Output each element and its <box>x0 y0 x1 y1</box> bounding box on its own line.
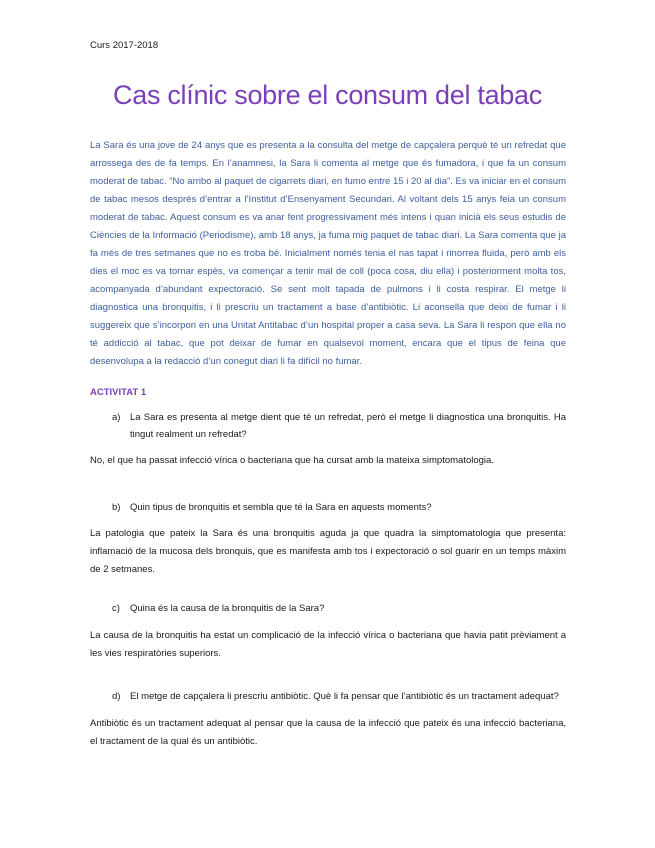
question-text: Quina és la causa de la bronquitis de la Sara? <box>130 603 325 614</box>
answer-a: No, el que ha passat infecció vírica o bacteriana que ha cursat amb la mateixa simptomatologia. <box>90 455 494 466</box>
question-text: Quin tipus de bronquitis et sembla que té la Sara en aquests moments? <box>130 502 432 513</box>
question-d <box>90 688 566 705</box>
case-intro-paragraph: La Sara és una jove de 24 anys que es presenta a la consulta del metge de capçalera perquè té un refredat que arrossega des de fa temps. En l’anamnesi, la Sara li comenta al metge que és fumadora, i que fa un consum moderat de tabac. “No arribo al paquet de cigarrets diari, en fumo entre 15 i 20 al dia”. Es va iniciar en el consum de tabac mesos després d’entrar a l’Institut d’Ensenyament Secundari. Al voltant dels 15 anys feia un consum moderat de tabac. Aquest consum es va anar fent progressivament més intens i quan inicià els seus estudis de Ciències de la Informació (Periodisme), amb 18 anys, ja fuma mig paquet de tabac diari. La Sara comenta que ja fa més de tres setmanes que no es troba bé. Inicialment només tenia el nas tapat i rinorrea fluida, però amb els dies el moc es va tornar espès, va començar a tenir mal de coll (poca cosa, diu ella) i posteriorment molta tos, acompanyada d’abundant expectoració. Se sent molt tapada de pulmons i li costa respirar. El metge li diagnostica una bronquitis, i li prescriu un tractament a base d’antibiòtic. Li aconsella que deixi de fumar i li suggereix que s’incorpori en una Unitat Antitabac d’un hospital proper a casa seva. La Sara li respon que ella no té addicció al tabac, que pot deixar de fumar en qualsevol moment, encara que el tipus de feina que desenvolupa a la redacció d’un conegut diari li fa difícil no fumar. <box>90 140 566 367</box>
course-header: Curs 2017-2018 <box>90 40 159 51</box>
question-block-c <box>90 600 566 663</box>
question-letter: a) <box>112 412 121 423</box>
question-block-a <box>90 409 566 469</box>
question-letter: d) <box>112 691 121 702</box>
question-text: La Sara es presenta al metge dient que té un refredat, però el metge li diagnostica una bronquitis. Ha tingut realment un refredat? <box>130 412 566 440</box>
question-letter: c) <box>112 603 120 614</box>
question-a <box>90 409 566 443</box>
question-letter: b) <box>112 502 121 513</box>
question-text: El metge de capçalera li prescriu antibiòtic. Què li fa pensar que l’antibiòtic és un tractament adequat? <box>130 691 559 702</box>
answer-b: La patologia que pateix la Sara és una bronquitis aguda ja que quadra la simptomatologia que presenta: inflamació de la mucosa dels bronquis, que es manifesta amb tos i expectoració o sol guarir en un temps màxim de 2 setmanes. <box>90 528 566 575</box>
activity-heading: ACTIVITAT 1 <box>90 387 147 398</box>
document-title: Cas clínic sobre el consum del tabac <box>113 80 542 110</box>
question-b <box>90 499 566 516</box>
answer-d: Antibiòtic és un tractament adequat al pensar que la causa de la infecció que pateix és una infecció bacteriana, el tractament de la qual és un antibiòtic. <box>90 718 566 747</box>
question-c <box>90 600 566 617</box>
question-block-b <box>90 499 566 579</box>
question-block-d <box>90 688 566 751</box>
answer-c: La causa de la bronquitis ha estat un complicació de la infecció vírica o bacteriana que havia patit prèviament a les vies respiratòries superiors. <box>90 630 566 659</box>
